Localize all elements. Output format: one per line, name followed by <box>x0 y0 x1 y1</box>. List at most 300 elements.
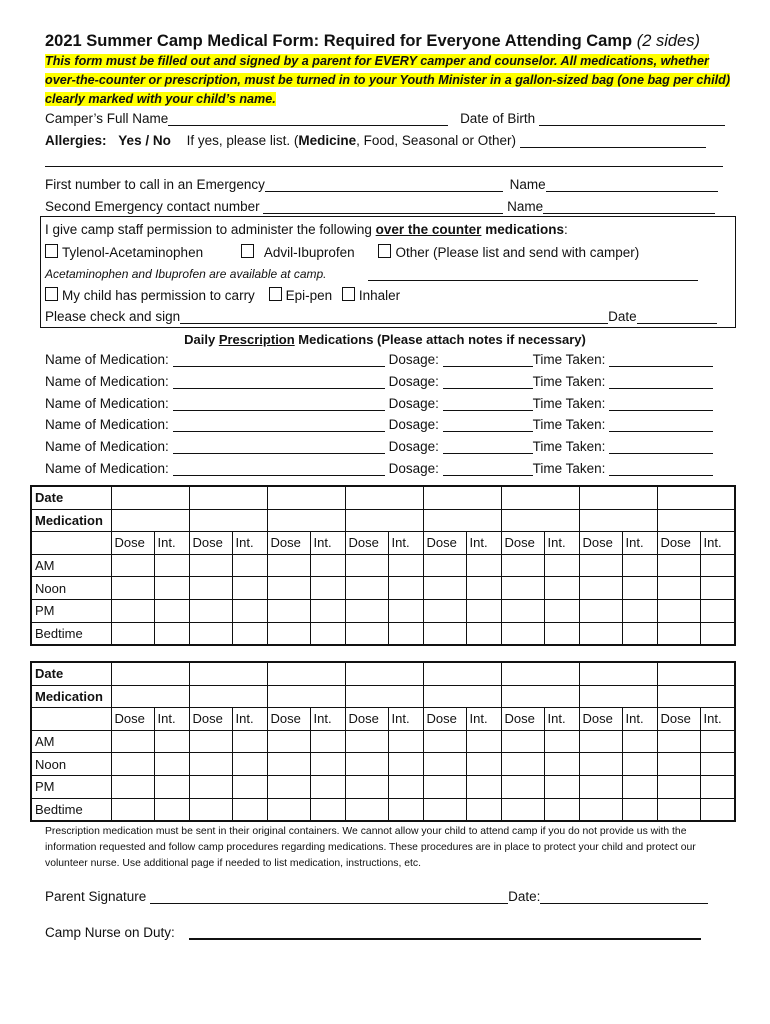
rx-name-label: Name of Medication: <box>45 439 169 455</box>
date-cell[interactable] <box>501 486 579 509</box>
rx-time-label: Time Taken: <box>532 373 606 389</box>
medication-cell[interactable] <box>345 685 423 708</box>
dose-cell[interactable] <box>579 753 622 776</box>
medication-log-table-2 <box>30 661 736 822</box>
rx-row <box>45 439 713 454</box>
medication-cell[interactable] <box>501 685 579 708</box>
rx-time-field[interactable] <box>609 461 713 476</box>
title-note: (2 sides) <box>636 32 700 50</box>
int-cell[interactable] <box>388 622 423 645</box>
carry-checkbox[interactable] <box>45 287 58 301</box>
int-cell[interactable] <box>232 554 267 577</box>
first-number-field[interactable] <box>265 177 503 192</box>
dose-cell[interactable] <box>345 599 388 622</box>
notice-text: This form must be filled out and signed by a parent for EVERY camper and counselor. All medications, whether over-the-counter or prescription, must be turned in to your Youth Minister in a gallon-sized bag (one bag per child) clearly marked with your child’s name. <box>45 54 731 106</box>
title-text: 2021 Summer Camp Medical Form: Required for Everyone Attending Camp <box>45 32 633 50</box>
int-header: Int. <box>466 532 501 555</box>
int-header: Int. <box>622 708 657 731</box>
rx-heading-b: Medications (Please attach notes if necessary) <box>294 332 586 347</box>
rx-dosage-field[interactable] <box>443 439 533 454</box>
int-cell[interactable] <box>154 798 189 821</box>
medication-cell[interactable] <box>423 509 501 532</box>
int-cell[interactable] <box>154 775 189 798</box>
dose-cell[interactable] <box>501 730 544 753</box>
int-cell[interactable] <box>154 753 189 776</box>
int-cell[interactable] <box>544 577 579 600</box>
dose-header: Dose <box>189 708 232 731</box>
int-header: Int. <box>310 708 345 731</box>
int-header: Int. <box>388 532 423 555</box>
dose-cell[interactable] <box>267 622 310 645</box>
int-cell[interactable] <box>232 798 267 821</box>
dose-cell[interactable] <box>189 753 232 776</box>
dose-cell[interactable] <box>579 554 622 577</box>
rx-dosage-field[interactable] <box>443 374 533 389</box>
rx-row <box>45 352 713 367</box>
int-cell[interactable] <box>700 554 735 577</box>
int-cell[interactable] <box>310 622 345 645</box>
medication-cell[interactable] <box>111 685 189 708</box>
dose-header: Dose <box>267 708 310 731</box>
dose-cell[interactable] <box>189 775 232 798</box>
dose-cell[interactable] <box>501 577 544 600</box>
int-header: Int. <box>310 532 345 555</box>
rx-name-label: Name of Medication: <box>45 417 169 433</box>
int-cell[interactable] <box>466 798 501 821</box>
dose-header: Dose <box>423 708 466 731</box>
dose-header: Dose <box>657 532 700 555</box>
first-name-field[interactable] <box>546 177 718 192</box>
time-label: Bedtime <box>31 622 111 645</box>
dose-header: Dose <box>501 708 544 731</box>
int-cell[interactable] <box>700 775 735 798</box>
dose-cell[interactable] <box>423 730 466 753</box>
dose-cell[interactable] <box>267 753 310 776</box>
rx-dosage-label: Dosage: <box>388 461 439 476</box>
nurse-field[interactable] <box>189 924 701 940</box>
rx-time-field[interactable] <box>609 396 713 411</box>
rx-dosage-field[interactable] <box>443 461 533 476</box>
int-cell[interactable] <box>154 554 189 577</box>
other-label: Other (Please list and send with camper) <box>395 245 640 260</box>
rx-name-field[interactable] <box>173 439 385 454</box>
int-cell[interactable] <box>466 577 501 600</box>
dose-cell[interactable] <box>267 577 310 600</box>
int-cell[interactable] <box>232 599 267 622</box>
int-cell[interactable] <box>232 753 267 776</box>
medication-cell[interactable] <box>657 685 735 708</box>
int-cell[interactable] <box>466 622 501 645</box>
dose-cell[interactable] <box>189 798 232 821</box>
dose-cell[interactable] <box>657 775 700 798</box>
date-cell[interactable] <box>501 662 579 685</box>
dose-cell[interactable] <box>345 622 388 645</box>
date-cell[interactable] <box>657 486 735 509</box>
medication-label: Medication <box>31 685 111 708</box>
int-cell[interactable] <box>310 554 345 577</box>
parent-signature-row <box>45 889 708 904</box>
check-sign-row <box>45 309 717 324</box>
dose-cell[interactable] <box>111 554 154 577</box>
rx-time-field[interactable] <box>609 439 713 454</box>
dose-cell[interactable] <box>111 730 154 753</box>
int-cell[interactable] <box>622 730 657 753</box>
otc-intro-text: I give camp staff permission to administer the following <box>45 222 376 237</box>
rx-time-field[interactable] <box>609 352 713 367</box>
int-header: Int. <box>700 532 735 555</box>
other-checkbox[interactable] <box>378 244 391 258</box>
camper-name-label: Camper’s Full Name <box>45 111 169 126</box>
allergies-line-2 <box>45 152 723 167</box>
dose-cell[interactable] <box>423 753 466 776</box>
int-cell[interactable] <box>544 753 579 776</box>
medication-cell[interactable] <box>657 509 735 532</box>
dose-cell[interactable] <box>501 554 544 577</box>
medication-cell[interactable] <box>111 509 189 532</box>
dose-cell[interactable] <box>423 622 466 645</box>
dose-cell[interactable] <box>111 775 154 798</box>
dose-header: Dose <box>501 532 544 555</box>
time-label: PM <box>31 599 111 622</box>
rx-time-field[interactable] <box>609 417 713 432</box>
time-label: AM <box>31 554 111 577</box>
inhaler-checkbox[interactable] <box>342 287 355 301</box>
parent-signature-field[interactable] <box>150 889 508 904</box>
dob-label: Date of Birth <box>460 111 536 126</box>
int-cell[interactable] <box>310 577 345 600</box>
rx-dosage-label: Dosage: <box>388 395 439 411</box>
int-header: Int. <box>388 708 423 731</box>
dose-cell[interactable] <box>657 730 700 753</box>
dose-header-blank <box>31 532 111 555</box>
allergy-prompt-tail: , Food, Seasonal or Other) <box>356 133 516 148</box>
int-cell[interactable] <box>232 577 267 600</box>
int-cell[interactable] <box>310 599 345 622</box>
int-cell[interactable] <box>622 577 657 600</box>
int-cell[interactable] <box>466 775 501 798</box>
dose-cell[interactable] <box>189 577 232 600</box>
medication-cell[interactable] <box>579 509 657 532</box>
date-cell[interactable] <box>579 662 657 685</box>
rx-name-label: Name of Medication: <box>45 395 169 411</box>
allergies-label: Allergies: <box>45 133 107 148</box>
tylenol-label: Tylenol-Acetaminophen <box>62 245 204 260</box>
date-label: Date <box>31 486 111 509</box>
dose-cell[interactable] <box>267 775 310 798</box>
int-cell[interactable] <box>544 622 579 645</box>
dose-cell[interactable] <box>345 730 388 753</box>
dose-cell[interactable] <box>579 622 622 645</box>
rx-row <box>45 461 713 476</box>
parent-signature-label: Parent Signature <box>45 889 147 904</box>
int-header: Int. <box>544 708 579 731</box>
otc-date-label: Date <box>608 309 637 324</box>
date-cell[interactable] <box>345 662 423 685</box>
nurse-label: Camp Nurse on Duty: <box>45 925 175 940</box>
dose-cell[interactable] <box>501 599 544 622</box>
otc-available-row <box>45 266 698 281</box>
date-cell[interactable] <box>267 662 345 685</box>
allergies-yes-no[interactable]: Yes / No <box>118 133 171 148</box>
int-cell[interactable] <box>310 775 345 798</box>
dose-cell[interactable] <box>111 798 154 821</box>
medication-cell[interactable] <box>345 509 423 532</box>
dose-header-blank <box>31 708 111 731</box>
int-cell[interactable] <box>544 554 579 577</box>
date-cell[interactable] <box>267 486 345 509</box>
dose-cell[interactable] <box>189 622 232 645</box>
epipen-checkbox[interactable] <box>269 287 282 301</box>
int-header: Int. <box>232 532 267 555</box>
second-contact-field[interactable] <box>263 199 503 214</box>
int-cell[interactable] <box>622 753 657 776</box>
dose-cell[interactable] <box>423 775 466 798</box>
dose-cell[interactable] <box>657 599 700 622</box>
int-cell[interactable] <box>154 730 189 753</box>
rx-name-field[interactable] <box>173 461 385 476</box>
int-cell[interactable] <box>154 577 189 600</box>
dose-cell[interactable] <box>345 798 388 821</box>
rx-time-label: Time Taken: <box>532 417 606 433</box>
int-header: Int. <box>232 708 267 731</box>
int-cell[interactable] <box>700 577 735 600</box>
medication-cell[interactable] <box>267 685 345 708</box>
rx-dosage-field[interactable] <box>443 417 533 432</box>
dose-cell[interactable] <box>423 599 466 622</box>
dose-header: Dose <box>267 532 310 555</box>
rx-row <box>45 374 713 389</box>
dose-cell[interactable] <box>657 753 700 776</box>
dose-cell[interactable] <box>267 730 310 753</box>
int-cell[interactable] <box>232 730 267 753</box>
int-cell[interactable] <box>388 554 423 577</box>
rx-heading <box>0 332 770 347</box>
int-cell[interactable] <box>388 730 423 753</box>
footnote: Prescription medication must be sent in their original containers. We cannot allow your child to attend camp if you do not provide us with the information requested and follow camp procedures regarding medications. These procedures are in place to protect your child and protect our volunteer nurse. Use additional page if needed to list medication, instructions, etc. <box>45 826 696 869</box>
dose-cell[interactable] <box>111 622 154 645</box>
int-cell[interactable] <box>466 730 501 753</box>
dose-cell[interactable] <box>345 775 388 798</box>
date-cell[interactable] <box>423 662 501 685</box>
dose-header: Dose <box>111 708 154 731</box>
other-med-field[interactable] <box>368 266 698 281</box>
second-name-field[interactable] <box>543 199 715 214</box>
dose-cell[interactable] <box>189 554 232 577</box>
int-cell[interactable] <box>544 775 579 798</box>
dose-cell[interactable] <box>345 753 388 776</box>
int-cell[interactable] <box>388 577 423 600</box>
int-cell[interactable] <box>388 775 423 798</box>
time-label: Noon <box>31 753 111 776</box>
dose-cell[interactable] <box>267 554 310 577</box>
dose-cell[interactable] <box>579 775 622 798</box>
carry-row <box>45 287 400 303</box>
rx-time-label: Time Taken: <box>532 461 606 476</box>
medication-label: Medication <box>31 509 111 532</box>
signature-date-label: Date: <box>508 889 541 904</box>
int-cell[interactable] <box>544 599 579 622</box>
otc-date-field[interactable] <box>637 309 717 324</box>
dob-field[interactable] <box>539 111 725 126</box>
int-cell[interactable] <box>622 775 657 798</box>
dose-cell[interactable] <box>501 798 544 821</box>
dose-cell[interactable] <box>657 798 700 821</box>
allergy-medicine: Medicine <box>298 133 357 148</box>
int-cell[interactable] <box>154 622 189 645</box>
int-cell[interactable] <box>310 798 345 821</box>
dose-cell[interactable] <box>423 577 466 600</box>
carry-label: My child has permission to carry <box>62 288 255 303</box>
date-cell[interactable] <box>111 662 189 685</box>
int-cell[interactable] <box>700 798 735 821</box>
inhaler-label: Inhaler <box>358 288 401 303</box>
dose-cell[interactable] <box>423 798 466 821</box>
allergy-prompt: If yes, please list. ( <box>186 133 299 148</box>
medication-cell[interactable] <box>501 509 579 532</box>
dose-header: Dose <box>345 532 388 555</box>
time-label: Bedtime <box>31 798 111 821</box>
date-cell[interactable] <box>423 486 501 509</box>
dose-cell[interactable] <box>423 554 466 577</box>
rx-row <box>45 396 713 411</box>
int-cell[interactable] <box>310 730 345 753</box>
dose-header: Dose <box>345 708 388 731</box>
rx-name-field[interactable] <box>173 396 385 411</box>
rx-heading-underlined: Prescription <box>218 332 295 347</box>
otc-medications: medications <box>481 222 564 237</box>
dose-header: Dose <box>423 532 466 555</box>
dose-header: Dose <box>111 532 154 555</box>
emergency-row-2 <box>45 199 715 214</box>
int-cell[interactable] <box>466 554 501 577</box>
date-cell[interactable] <box>189 662 267 685</box>
rx-name-label: Name of Medication: <box>45 373 169 389</box>
int-cell[interactable] <box>544 798 579 821</box>
rx-name-field[interactable] <box>173 352 385 367</box>
int-cell[interactable] <box>700 730 735 753</box>
int-cell[interactable] <box>622 622 657 645</box>
dose-cell[interactable] <box>579 599 622 622</box>
dose-cell[interactable] <box>501 775 544 798</box>
int-header: Int. <box>544 532 579 555</box>
time-label: PM <box>31 775 111 798</box>
rx-name-field[interactable] <box>173 374 385 389</box>
camper-name-field[interactable] <box>168 111 448 126</box>
dose-cell[interactable] <box>657 577 700 600</box>
int-cell[interactable] <box>388 753 423 776</box>
tylenol-checkbox[interactable] <box>45 244 58 258</box>
int-header: Int. <box>154 532 189 555</box>
dose-cell[interactable] <box>345 577 388 600</box>
dose-cell[interactable] <box>501 753 544 776</box>
medication-cell[interactable] <box>267 509 345 532</box>
int-cell[interactable] <box>388 798 423 821</box>
rx-name-label: Name of Medication: <box>45 461 169 476</box>
medication-cell[interactable] <box>189 685 267 708</box>
int-cell[interactable] <box>466 753 501 776</box>
rx-heading-a: Daily <box>184 332 219 347</box>
form-title <box>45 32 700 51</box>
date-cell[interactable] <box>579 486 657 509</box>
int-cell[interactable] <box>700 622 735 645</box>
advil-checkbox[interactable] <box>241 244 254 258</box>
date-cell[interactable] <box>189 486 267 509</box>
date-cell[interactable] <box>657 662 735 685</box>
dose-header: Dose <box>189 532 232 555</box>
dose-cell[interactable] <box>189 730 232 753</box>
rx-time-label: Time Taken: <box>532 352 606 367</box>
dose-cell[interactable] <box>579 730 622 753</box>
dose-cell[interactable] <box>579 798 622 821</box>
int-cell[interactable] <box>388 599 423 622</box>
time-label: AM <box>31 730 111 753</box>
medication-cell[interactable] <box>189 509 267 532</box>
parent-notice <box>45 52 735 109</box>
otc-signature-field[interactable] <box>180 309 608 324</box>
int-cell[interactable] <box>544 730 579 753</box>
dose-cell[interactable] <box>267 798 310 821</box>
otc-intro <box>45 222 568 237</box>
dose-cell[interactable] <box>345 554 388 577</box>
check-sign-label: Please check and sign <box>45 309 181 324</box>
int-cell[interactable] <box>466 599 501 622</box>
dose-cell[interactable] <box>111 753 154 776</box>
int-cell[interactable] <box>700 753 735 776</box>
int-cell[interactable] <box>232 622 267 645</box>
rx-dosage-field[interactable] <box>443 352 533 367</box>
rx-name-label: Name of Medication: <box>45 352 169 367</box>
dose-cell[interactable] <box>111 599 154 622</box>
dose-cell[interactable] <box>111 577 154 600</box>
rx-dosage-field[interactable] <box>443 396 533 411</box>
second-contact-label: Second Emergency contact number <box>45 199 260 214</box>
rx-dosage-label: Dosage: <box>388 417 439 433</box>
int-cell[interactable] <box>700 599 735 622</box>
advil-label: Advil-Ibuprofen <box>263 245 355 260</box>
rx-dosage-label: Dosage: <box>388 439 439 455</box>
int-cell[interactable] <box>622 798 657 821</box>
otc-colon: : <box>563 222 568 237</box>
int-cell[interactable] <box>154 599 189 622</box>
allergies-field[interactable] <box>520 133 706 148</box>
rx-time-field[interactable] <box>609 374 713 389</box>
date-cell[interactable] <box>111 486 189 509</box>
date-cell[interactable] <box>345 486 423 509</box>
int-cell[interactable] <box>622 554 657 577</box>
dose-cell[interactable] <box>189 599 232 622</box>
dose-cell[interactable] <box>501 622 544 645</box>
epipen-label: Epi-pen <box>285 288 333 303</box>
int-cell[interactable] <box>310 753 345 776</box>
rx-dosage-label: Dosage: <box>388 352 439 367</box>
dose-cell[interactable] <box>267 599 310 622</box>
dose-cell[interactable] <box>657 554 700 577</box>
first-name-label: Name <box>509 177 546 192</box>
camper-row <box>45 111 725 126</box>
rx-time-label: Time Taken: <box>532 395 606 411</box>
medication-cell[interactable] <box>423 685 501 708</box>
otc-available-note: Acetaminophen and Ibuprofen are available at camp. <box>45 267 327 281</box>
int-cell[interactable] <box>622 599 657 622</box>
int-cell[interactable] <box>232 775 267 798</box>
rx-name-field[interactable] <box>173 417 385 432</box>
int-header: Int. <box>466 708 501 731</box>
signature-date-field[interactable] <box>540 889 708 904</box>
dose-cell[interactable] <box>657 622 700 645</box>
allergies-field-2[interactable] <box>45 152 723 167</box>
dose-cell[interactable] <box>579 577 622 600</box>
medication-cell[interactable] <box>579 685 657 708</box>
